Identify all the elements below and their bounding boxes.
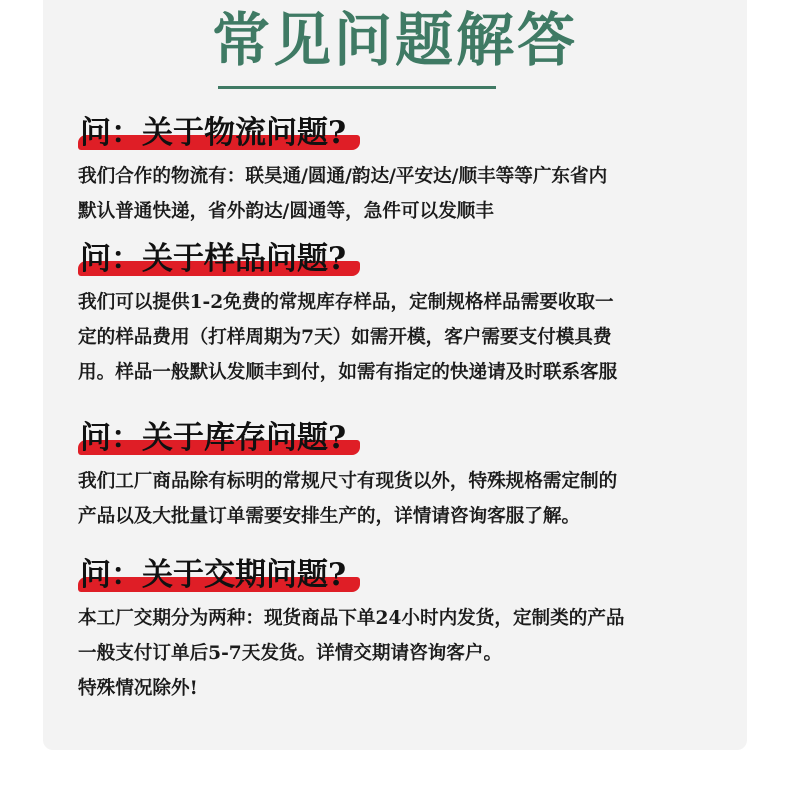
answer-text: [78, 285, 718, 390]
answer-text: [78, 601, 718, 706]
faq-section-delivery: [78, 556, 718, 706]
answer-line: 默认普通快递，省外韵达/圆通等，急件可以发顺丰: [78, 201, 494, 222]
answer-line: 特殊情况除外!: [78, 678, 198, 699]
page-title: 常见问题解答: [211, 6, 578, 74]
answer-line: 我们可以提供1-2免费的常规库存样品，定制规格样品需要收取一: [78, 292, 614, 313]
answer-line: 我们工厂商品除有标明的常规尺寸有现货以外，特殊规格需定制的: [78, 471, 618, 492]
question-heading: [78, 240, 368, 284]
question-text: 问：关于库存问题?: [80, 420, 347, 456]
answer-line: 我们合作的物流有：联昊通/圆通/韵达/平安达/顺丰等等广东省内: [78, 166, 608, 187]
question-heading: [78, 419, 368, 463]
answer-line: 本工厂交期分为两种：现货商品下单24小时内发货，定制类的产品: [78, 608, 625, 629]
answer-text: [78, 464, 718, 534]
faq-section-logistics: [78, 114, 718, 229]
answer-line: 定的样品费用（打样周期为7天）如需开模，客户需要支付模具费: [78, 327, 612, 348]
question-text: 问：关于物流问题?: [80, 115, 347, 151]
answer-line: 产品以及大批量订单需要安排生产的，详情请咨询客服了解。: [78, 506, 581, 527]
title-underline: [218, 86, 496, 89]
answer-line: 用。样品一般默认发顺丰到付，如需有指定的快递请及时联系客服: [78, 362, 618, 383]
question-text: 问：关于样品问题?: [80, 241, 347, 277]
faq-section-inventory: [78, 419, 718, 534]
answer-text: [78, 159, 718, 229]
answer-line: 一般支付订单后5-7天发货。详情交期请咨询客户。: [78, 643, 503, 664]
question-text: 问：关于交期问题?: [80, 557, 347, 593]
faq-section-samples: [78, 240, 718, 390]
question-heading: [78, 556, 368, 600]
question-heading: [78, 114, 368, 158]
